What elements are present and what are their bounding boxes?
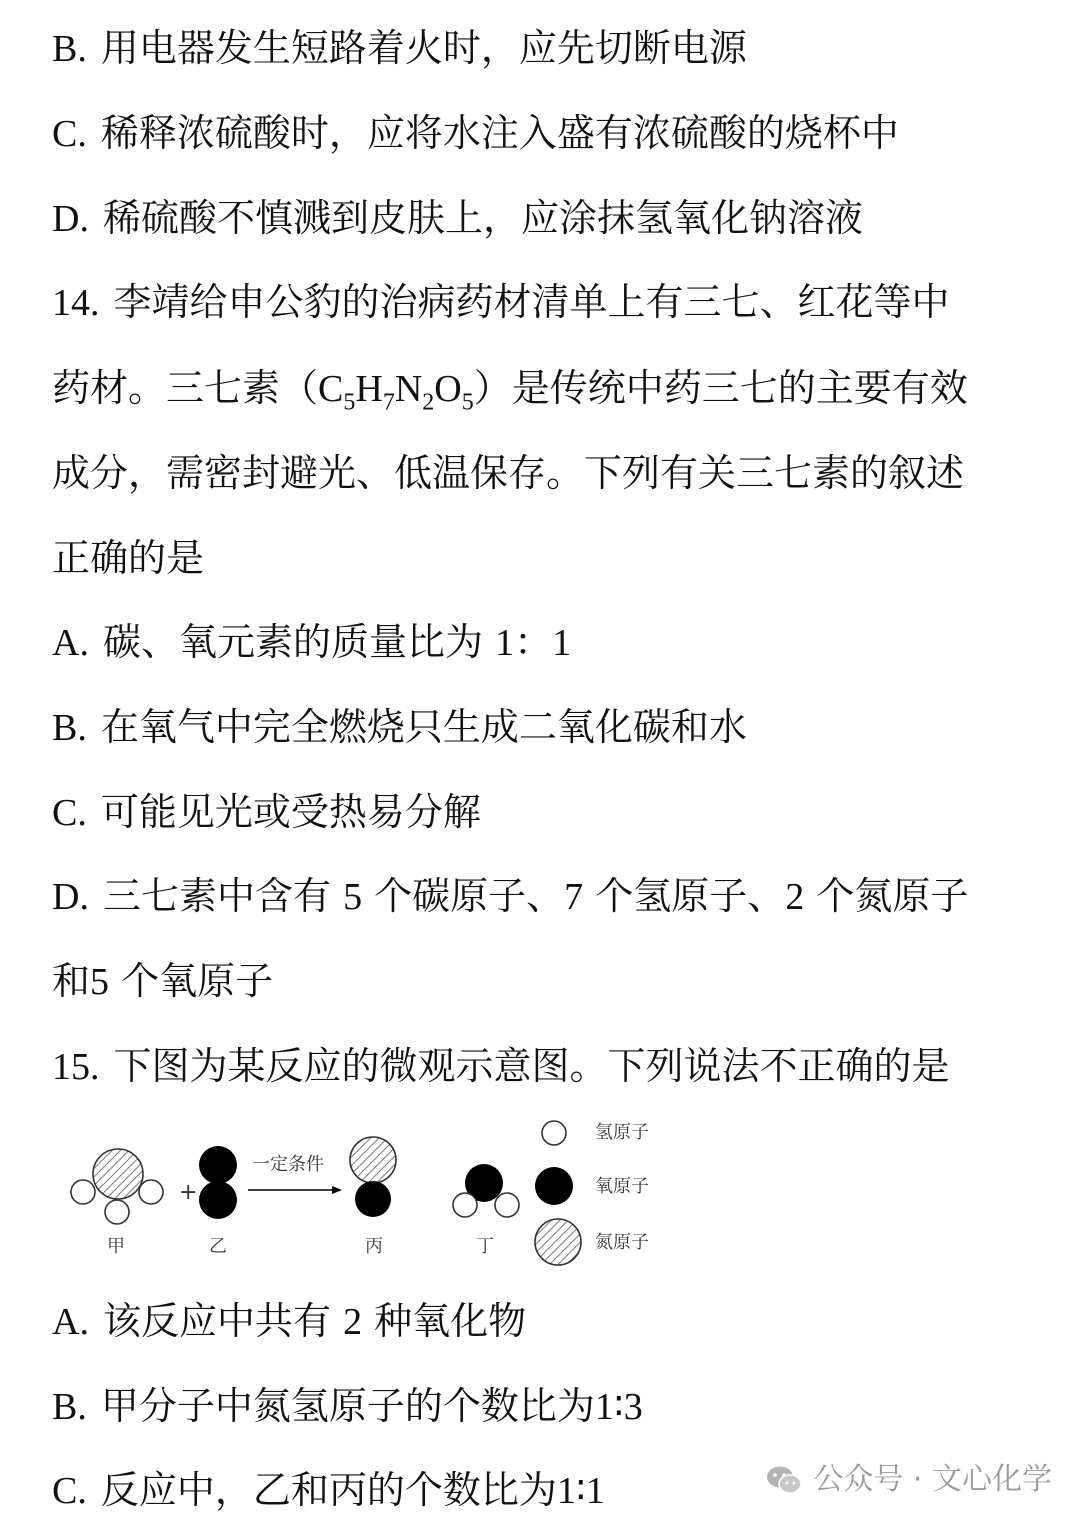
oxygen-atom: [199, 1146, 237, 1184]
q15-option-b: [52, 1382, 643, 1431]
option-text: 个碳原子、: [374, 874, 565, 918]
count-value: 5: [343, 876, 363, 918]
formula-subscript: 5: [461, 389, 474, 416]
option-text: 反应中，乙和丙的个数比为: [100, 1468, 557, 1512]
q14-stem-line-2: [52, 364, 968, 427]
label-ding: 丁: [476, 1236, 494, 1257]
option-label: D.: [52, 198, 89, 240]
molecule-jia: [71, 1149, 163, 1224]
count-value: 2: [785, 876, 805, 918]
oxygen-atom: [355, 1181, 391, 1217]
molecule-yi: [199, 1146, 237, 1219]
option-text: 个氢原子、: [595, 874, 786, 918]
q13-option-d: [52, 194, 863, 243]
label-yi: 乙: [209, 1236, 227, 1257]
legend-nitrogen-label: 氮原子: [595, 1232, 649, 1253]
stem-text: ）是传统中药三七的主要有效: [473, 366, 968, 410]
molecule-bing: [350, 1137, 396, 1217]
option-text: 个氮原子: [816, 874, 969, 918]
option-label: B.: [52, 28, 87, 70]
q15-option-c: [52, 1466, 605, 1515]
count-value: 2: [343, 1301, 363, 1343]
watermark: [765, 1460, 1052, 1500]
legend-hydrogen-symbol: [542, 1121, 566, 1145]
formula-element: O: [434, 368, 462, 410]
count-value: 7: [564, 876, 584, 918]
option-text: 稀释浓硫酸时，应将水注入盛有浓硫酸的烧杯中: [100, 111, 899, 155]
q14-option-d: [52, 872, 968, 921]
ratio-value: 1∶1: [556, 1470, 605, 1512]
option-text: 碳、氧元素的质量比为: [102, 620, 483, 664]
count-value: 5: [90, 961, 110, 1003]
stem-text: 下图为某反应的微观示意图。下列说法不正确的是: [113, 1044, 950, 1088]
stem-text: 正确的是: [52, 536, 205, 580]
option-text: 用电器发生短路着火时，应先切断电源: [100, 26, 747, 70]
option-text: 三七素中含有: [102, 874, 331, 918]
option-text: 可能见光或受热易分解: [100, 790, 481, 834]
hydrogen-atom: [453, 1193, 477, 1217]
ratio-value: 1∶3: [594, 1386, 643, 1428]
option-label: C.: [52, 792, 87, 834]
ratio-value: 1：1: [495, 622, 572, 664]
watermark-text: 公众号 · 文心化学: [813, 1462, 1052, 1497]
q15-option-a: [52, 1297, 526, 1346]
hydrogen-atom: [105, 1200, 129, 1224]
option-text: 稀硫酸不慎溅到皮肤上，应涂抹氢氧化钠溶液: [102, 196, 863, 240]
legend: [535, 1121, 649, 1265]
reaction-diagram: [52, 1108, 692, 1273]
option-label: C.: [52, 1470, 87, 1512]
wechat-icon: [765, 1464, 803, 1496]
option-text: 甲分子中氮氢原子的个数比为: [100, 1384, 595, 1428]
stem-text: 李靖给申公豹的治病药材清单上有三七、红花等中: [113, 280, 950, 324]
q14-option-c: [52, 788, 481, 837]
legend-nitrogen-symbol: [535, 1219, 581, 1265]
molecule-ding: [453, 1164, 519, 1217]
option-label: B.: [52, 707, 87, 749]
formula-element: C: [318, 368, 344, 410]
hydrogen-atom: [139, 1180, 163, 1204]
option-label: A.: [52, 622, 89, 664]
q14-option-d-cont: [52, 957, 273, 1006]
option-label: C.: [52, 113, 87, 155]
q15-stem: [52, 1042, 950, 1091]
reaction-arrow-head: [332, 1186, 342, 1194]
label-jia: 甲: [107, 1236, 125, 1257]
option-text: 和: [52, 959, 91, 1003]
formula-subscript: 2: [422, 389, 435, 416]
legend-hydrogen-label: 氢原子: [595, 1122, 649, 1143]
formula-subscript: 7: [382, 389, 395, 416]
stem-text: 药材。三七素（: [52, 366, 319, 410]
option-label: A.: [52, 1301, 89, 1343]
option-text: 该反应中共有: [102, 1299, 331, 1343]
option-text: 个氧原子: [121, 959, 274, 1003]
nitrogen-atom: [350, 1137, 396, 1183]
q14-option-a: [52, 618, 571, 667]
hydrogen-atom: [71, 1180, 95, 1204]
q13-option-b: [52, 24, 747, 73]
q14-stem-line-1: [52, 278, 950, 327]
q14-stem-line-3: [52, 449, 964, 497]
reaction-condition: 一定条件: [252, 1154, 324, 1175]
legend-oxygen-label: 氧原子: [595, 1176, 649, 1197]
nitrogen-atom: [93, 1149, 143, 1199]
hydrogen-atom: [495, 1193, 519, 1217]
label-bing: 丙: [365, 1236, 383, 1257]
formula-element: H: [355, 368, 383, 410]
q13-option-c: [52, 109, 899, 158]
option-label: B.: [52, 1386, 87, 1428]
option-text: 在氧气中完全燃烧只生成二氧化碳和水: [100, 705, 747, 749]
q14-stem-line-4: [52, 534, 204, 582]
question-number: 14.: [52, 282, 100, 324]
stem-text: 成分，需密封避光、低温保存。下列有关三七素的叙述: [52, 451, 965, 495]
chemical-formula: [318, 368, 474, 416]
plus-sign: +: [179, 1180, 198, 1205]
legend-oxygen-symbol: [535, 1167, 573, 1205]
formula-subscript: 5: [343, 389, 356, 416]
formula-element: N: [394, 368, 423, 410]
q14-option-b: [52, 703, 747, 752]
question-number: 15.: [52, 1046, 100, 1088]
option-label: D.: [52, 876, 89, 918]
oxygen-atom: [199, 1181, 237, 1219]
option-text: 种氧化物: [374, 1299, 527, 1343]
